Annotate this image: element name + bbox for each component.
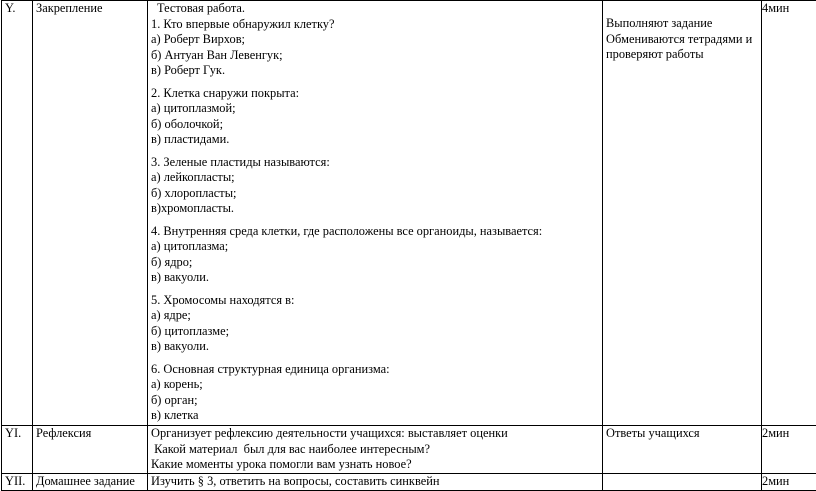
answer-option: б) орган; [151, 393, 602, 409]
answer-option: в) вакуоли. [151, 270, 602, 286]
question-block [151, 17, 602, 79]
answer-option: б) Антуан Ван Левенгук; [151, 48, 602, 64]
stage-number: YI. [2, 426, 33, 474]
answer-option: б) цитоплазме; [151, 324, 602, 340]
table-row [2, 1, 816, 426]
teacher-activity [148, 426, 603, 474]
stage-time: 2мин [762, 426, 816, 474]
stage-name: Рефлексия [33, 426, 148, 474]
question-text: 2. Клетка снаружи покрыта: [151, 86, 602, 102]
student-activity-line: проверяют работы [606, 47, 761, 63]
answer-option: а) корень; [151, 377, 602, 393]
student-activity-line: Обмениваются тетрадями и [606, 32, 761, 48]
answer-option: а) Роберт Вирхов; [151, 32, 602, 48]
question-block [151, 293, 602, 355]
stage-name: Закрепление [33, 1, 148, 426]
answer-option: в) пластидами. [151, 132, 602, 148]
teacher-activity-line: Какой материал был для вас наиболее интересным? [151, 442, 602, 458]
stage-name: Домашнее задание [33, 474, 148, 491]
question-text: 6. Основная структурная единица организма: [151, 362, 602, 378]
answer-option: а) цитоплазмой; [151, 101, 602, 117]
question-text: 1. Кто впервые обнаружил клетку? [151, 17, 602, 33]
lesson-plan-table [1, 0, 816, 491]
answer-option: б) оболочкой; [151, 117, 602, 133]
student-activity-line: Выполняют задание [606, 16, 761, 32]
teacher-activity [148, 1, 603, 426]
answer-option: в) клетка [151, 408, 602, 424]
question-block [151, 362, 602, 424]
stage-time: 2мин [762, 474, 816, 491]
teacher-activity-line: Организует рефлексию деятельности учащихся: выставляет оценки [151, 426, 602, 442]
student-activity [603, 1, 762, 426]
answer-option: в)хромопласты. [151, 201, 602, 217]
answer-option: в) Роберт Гук. [151, 63, 602, 79]
question-text: 5. Хромосомы находятся в: [151, 293, 602, 309]
answer-option: в) вакуоли. [151, 339, 602, 355]
teacher-activity: Изучить § 3, ответить на вопросы, составить синквейн [148, 474, 603, 491]
student-activity: Ответы учащихся [603, 426, 762, 474]
question-text: 4. Внутренняя среда клетки, где расположены все органоиды, называется: [151, 224, 602, 240]
teacher-activity-line: Какие моменты урока помогли вам узнать новое? [151, 457, 602, 473]
table-row [2, 426, 816, 474]
answer-option: а) лейкопласты; [151, 170, 602, 186]
question-block [151, 155, 602, 217]
test-title: Тестовая работа. [151, 1, 602, 17]
stage-number: Y. [2, 1, 33, 426]
question-block [151, 224, 602, 286]
answer-option: б) хлоропласты; [151, 186, 602, 202]
stage-number: YII. [2, 474, 33, 491]
question-block [151, 86, 602, 148]
answer-option: а) ядре; [151, 308, 602, 324]
answer-option: а) цитоплазма; [151, 239, 602, 255]
answer-option: б) ядро; [151, 255, 602, 271]
question-text: 3. Зеленые пластиды называются: [151, 155, 602, 171]
stage-time: 4мин [762, 1, 816, 426]
